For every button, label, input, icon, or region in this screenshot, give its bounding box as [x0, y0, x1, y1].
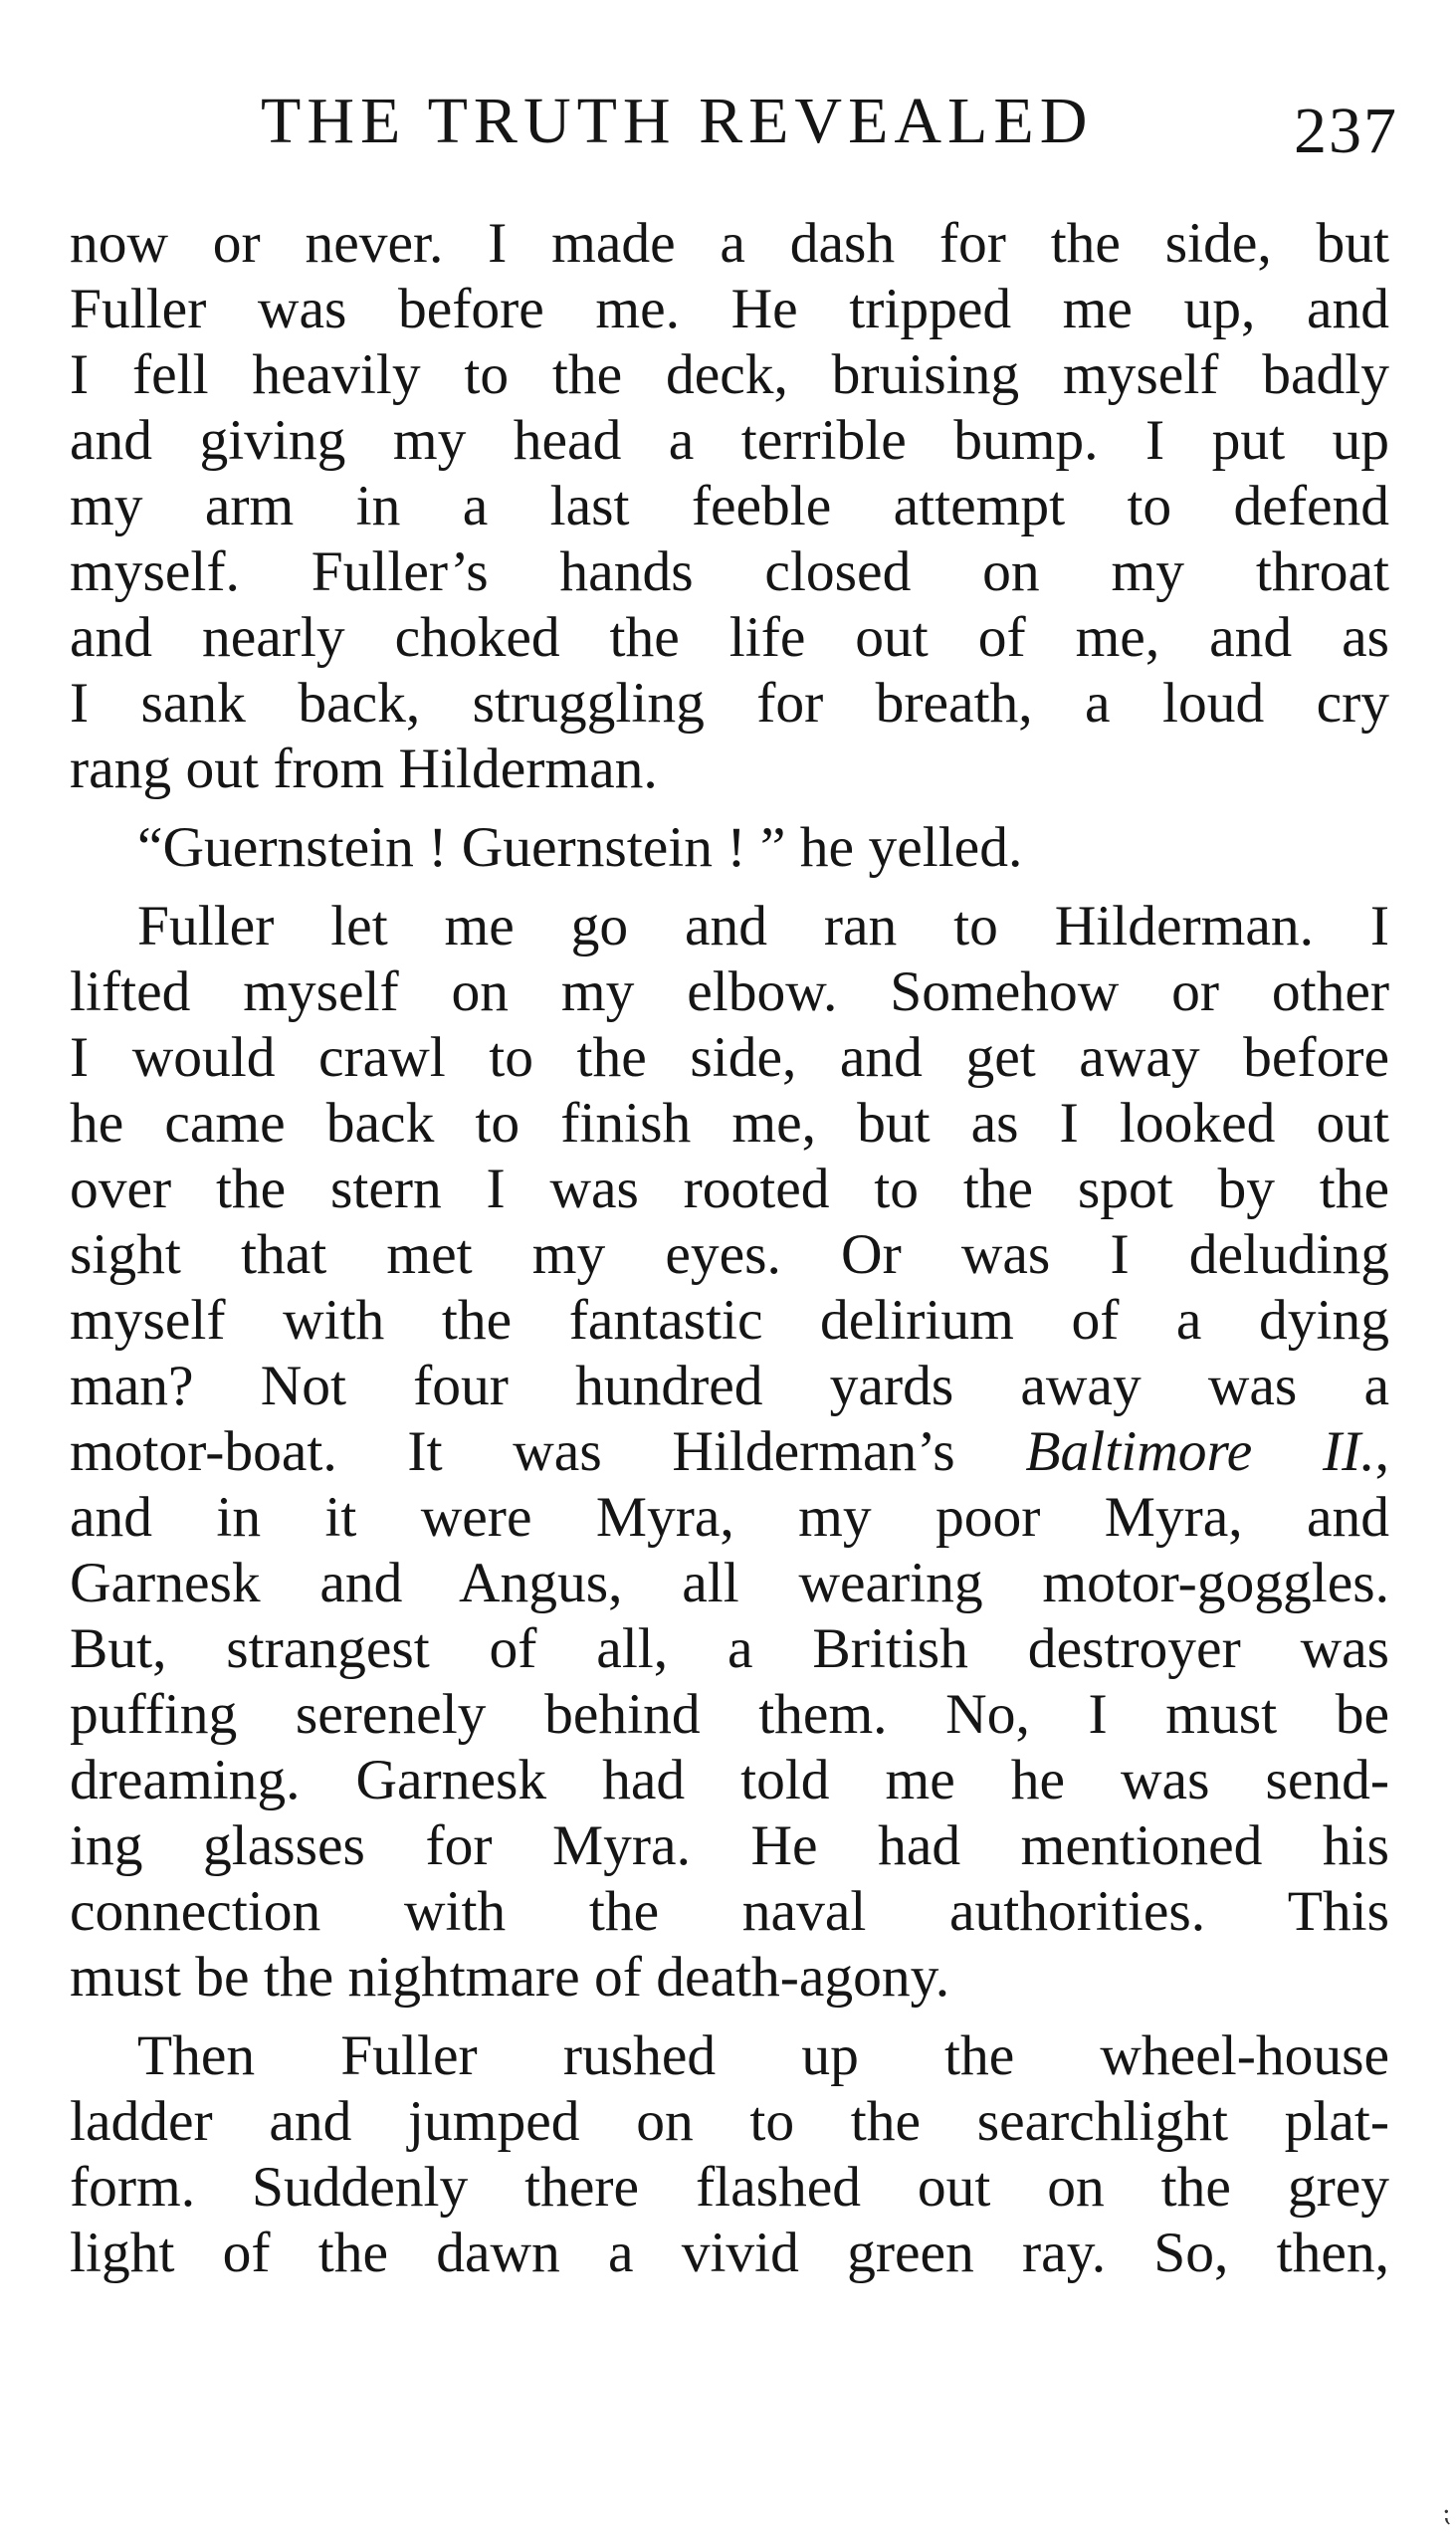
paragraph [70, 2023, 1389, 2286]
text-line: I fell heavily to the deck, bruising myself badly [70, 343, 1389, 406]
body-text [70, 211, 1389, 2286]
text-line-with-italic [70, 1419, 1389, 1485]
text-segment: , [1374, 1420, 1389, 1483]
text-line: But, strangest of all, a British destroyer was [70, 1617, 1389, 1680]
text-line: Fuller let me go and ran to Hilderman. I [137, 895, 1389, 957]
text-line: I would crawl to the side, and get away before [70, 1026, 1389, 1089]
text-line: sight that met my eyes. Or was I deluding [70, 1223, 1389, 1286]
text-line: Fuller was before me. He tripped me up, and [70, 278, 1389, 340]
text-line: puffing serenely behind them. No, I must be [70, 1683, 1389, 1746]
text-line: ladder and jumped on to the searchlight plat- [70, 2090, 1389, 2153]
text-line: man? Not four hundred yards away was a [70, 1355, 1389, 1417]
text-line: connection with the naval authorities. This [70, 1880, 1389, 1943]
chapter-title: THE TRUTH REVEALED [261, 85, 1094, 157]
boat-name: Baltimore II. [1025, 1420, 1375, 1483]
text-line: and nearly choked the life out of me, and as [70, 606, 1389, 669]
text-line: Garnesk and Angus, all wearing motor-goggles. [70, 1552, 1389, 1614]
text-line: form. Suddenly there flashed out on the grey [70, 2156, 1389, 2219]
text-line: my arm in a last feeble attempt to defend [70, 475, 1389, 537]
running-head [0, 78, 1456, 167]
text-line: ing glasses for Myra. He had mentioned his [70, 1814, 1389, 1877]
text-line: over the stern I was rooted to the spot by the [70, 1158, 1389, 1220]
text-line: light of the dawn a vivid green ray. So, then, [70, 2222, 1389, 2284]
text-segment: motor-boat. It was Hilderman’s [70, 1420, 1026, 1483]
text-line: I sank back, struggling for breath, a loud cry [70, 672, 1389, 735]
text-line: myself. Fuller’s hands closed on my throat [70, 540, 1389, 603]
paragraph [70, 211, 1389, 802]
text-line: myself with the fantastic delirium of a dying [70, 1289, 1389, 1352]
text-line: rang out from Hilderman. [70, 738, 658, 800]
paragraph [70, 815, 1389, 881]
text-line: and in it were Myra, my poor Myra, and [70, 1486, 1389, 1549]
text-line: lifted myself on my elbow. Somehow or other [70, 960, 1389, 1023]
text-line: “Guernstein ! Guernstein ! ” he yelled. [137, 816, 1023, 879]
text-line: must be the nightmare of death-agony. [70, 1946, 950, 2009]
text-line: Then Fuller rushed up the wheel-house [137, 2024, 1389, 2087]
text-line: and giving my head a terrible bump. I put up [70, 409, 1389, 472]
paragraph [70, 894, 1389, 2011]
text-line: now or never. I made a dash for the side, but [70, 212, 1389, 275]
page-edge-mark: ⁏ [1442, 2498, 1451, 2527]
text-line: dreaming. Garnesk had told me he was send- [70, 1749, 1389, 1811]
text-line: he came back to finish me, but as I looked out [70, 1092, 1389, 1155]
page-number: 237 [1294, 95, 1398, 167]
